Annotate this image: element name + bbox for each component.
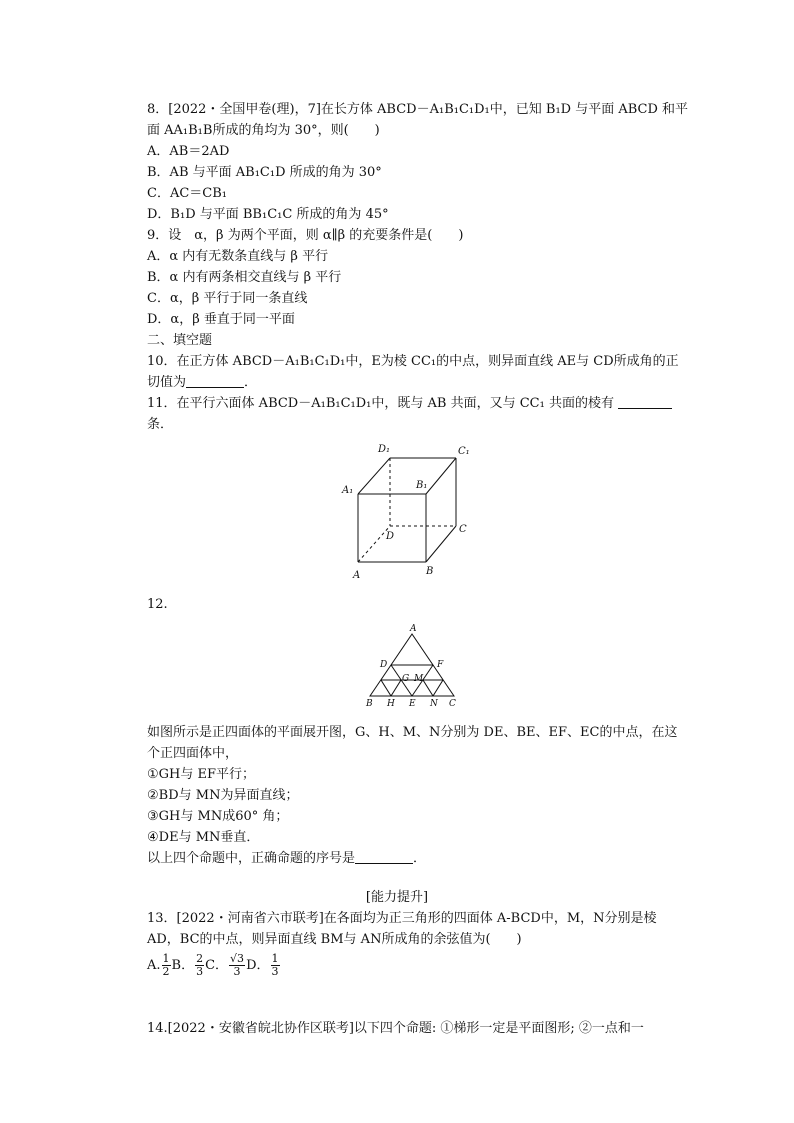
label-tri-g: G bbox=[402, 674, 410, 684]
q12-final-text: 以上四个命题中，正确命题的序号是 bbox=[147, 851, 356, 866]
q12-proposition-3: ③GH与 MN成60° 角； bbox=[147, 809, 289, 824]
q12-proposition-4: ④DE与 MN垂直． bbox=[147, 830, 260, 845]
label-tri-d: D bbox=[380, 660, 388, 670]
q9-option-c: C．α，β 平行于同一条直线 bbox=[147, 291, 308, 306]
q13-option-a-fraction: $\frac{1}{2}$ bbox=[162, 952, 170, 978]
q8-option-c: C．AC＝CB₁ bbox=[147, 186, 227, 201]
tetrahedron-net-figure bbox=[360, 622, 460, 708]
q10-stem-line2-text: 切值为 bbox=[147, 375, 187, 390]
label-d1: D₁ bbox=[378, 444, 391, 455]
label-a: A bbox=[353, 570, 361, 581]
q9-stem: 9．设 α，β 为两个平面，则 α∥β 的充要条件是( ) bbox=[147, 228, 464, 243]
q14-stem-line1: 14.[2022・安徽省皖北协作区联考]以下四个命题: ①梯形一定是平面图形; ②一点和一 bbox=[147, 1021, 644, 1036]
q10-stem-line2: 切值为 ． bbox=[147, 375, 258, 390]
label-b1: B₁ bbox=[416, 480, 428, 491]
q13-stem-line1: 13．[2022・河南省六市联考]在各面均为正三角形的四面体 A-BCD中，M，N分别是棱 bbox=[147, 911, 657, 926]
segment-mn bbox=[423, 680, 433, 696]
segment-gh bbox=[391, 680, 401, 696]
segment-right-small bbox=[433, 680, 443, 696]
segment-left-small bbox=[381, 680, 391, 696]
label-tri-b: B bbox=[366, 699, 373, 708]
q12-number: 12. bbox=[147, 597, 168, 612]
q12-final: 以上四个命题中，正确命题的序号是 ． bbox=[147, 851, 427, 866]
label-c: C bbox=[459, 524, 467, 535]
q13-option-a-label: A. bbox=[147, 958, 161, 973]
q8-option-a: A．AB＝2AD bbox=[147, 144, 230, 159]
q13-options bbox=[147, 952, 281, 980]
label-tri-a: A bbox=[410, 624, 417, 634]
label-tri-n: N bbox=[430, 699, 438, 708]
q13-option-c-label: C． bbox=[205, 958, 229, 973]
q8-option-d: D．B₁D 与平面 BB₁C₁C 所成的角为 45° bbox=[147, 207, 389, 222]
label-tri-h: H bbox=[387, 699, 395, 708]
q13-option-d-fraction: $\frac{1}{3}$ bbox=[271, 952, 279, 978]
q9-option-d: D．α，β 垂直于同一平面 bbox=[147, 312, 295, 327]
q12-stem-line2: 个正四面体中， bbox=[147, 746, 239, 761]
q10-stem-line1: 10．在正方体 ABCD－A₁B₁C₁D₁中，E为棱 CC₁的中点，则异面直线 AE与 CD所成角的正 bbox=[147, 354, 679, 369]
q10-answer-blank[interactable] bbox=[186, 373, 244, 388]
q13-option-d-label: D． bbox=[246, 958, 270, 973]
section-heading-fill-in: 二、填空题 bbox=[147, 333, 213, 348]
label-b: B bbox=[426, 566, 434, 577]
q13-option-b-fraction: $\frac{2}{3}$ bbox=[196, 952, 204, 978]
label-d: D bbox=[386, 531, 395, 542]
edge-a1d1 bbox=[358, 458, 390, 494]
section-heading-ability: [能力提升] bbox=[365, 890, 429, 905]
q8-option-b: B．AB 与平面 AB₁C₁D 所成的角为 30° bbox=[147, 165, 382, 180]
q12-answer-blank[interactable] bbox=[355, 849, 413, 864]
q11-stem-line1 bbox=[147, 393, 672, 414]
label-tri-c: C bbox=[449, 699, 456, 708]
label-a1: A₁ bbox=[342, 485, 354, 496]
q13-option-c-fraction: $\frac{√3}{3}$ bbox=[230, 952, 245, 978]
q9-option-b: B．α 内有两条相交直线与 β 平行 bbox=[147, 270, 342, 285]
q9-option-a: A．α 内有无数条直线与 β 平行 bbox=[147, 249, 329, 264]
q12-proposition-1: ①GH与 EF平行； bbox=[147, 767, 256, 782]
edge-b1c1 bbox=[426, 458, 456, 494]
q13-stem-line2: AD，BC的中点，则异面直线 BM与 AN所成角的余弦值为( ) bbox=[147, 932, 522, 947]
label-tri-e: E bbox=[409, 699, 416, 708]
q11-stem-line2: 条． bbox=[147, 417, 174, 432]
label-tri-m: M bbox=[414, 674, 424, 684]
q12-proposition-2: ②BD与 MN为异面直线； bbox=[147, 788, 299, 803]
q11-stem-line1-text: 11．在平行六面体 ABCD－A₁B₁C₁D₁中，既与 AB 共面，又与 CC₁ 共面的棱有 bbox=[147, 396, 614, 411]
q12-stem-line1: 如图所示是正四面体的平面展开图，G、H、M、N分别为 DE、BE、EF、EC的中点，在这 bbox=[147, 725, 678, 740]
label-tri-f: F bbox=[437, 660, 444, 670]
edge-bc bbox=[426, 526, 456, 562]
q11-answer-blank[interactable] bbox=[618, 394, 672, 409]
q8-stem-line2: 面 AA₁B₁B所成的角均为 30°，则( ) bbox=[147, 123, 380, 138]
label-c1: C₁ bbox=[458, 446, 470, 457]
parallelepiped-figure bbox=[338, 438, 478, 586]
q8-stem-line1: 8．[2022・全国甲卷(理)，7]在长方体 ABCD－A₁B₁C₁D₁中，已知 B₁D 与平面 ABCD 和平 bbox=[147, 102, 689, 117]
q13-option-b-label: B． bbox=[171, 958, 195, 973]
